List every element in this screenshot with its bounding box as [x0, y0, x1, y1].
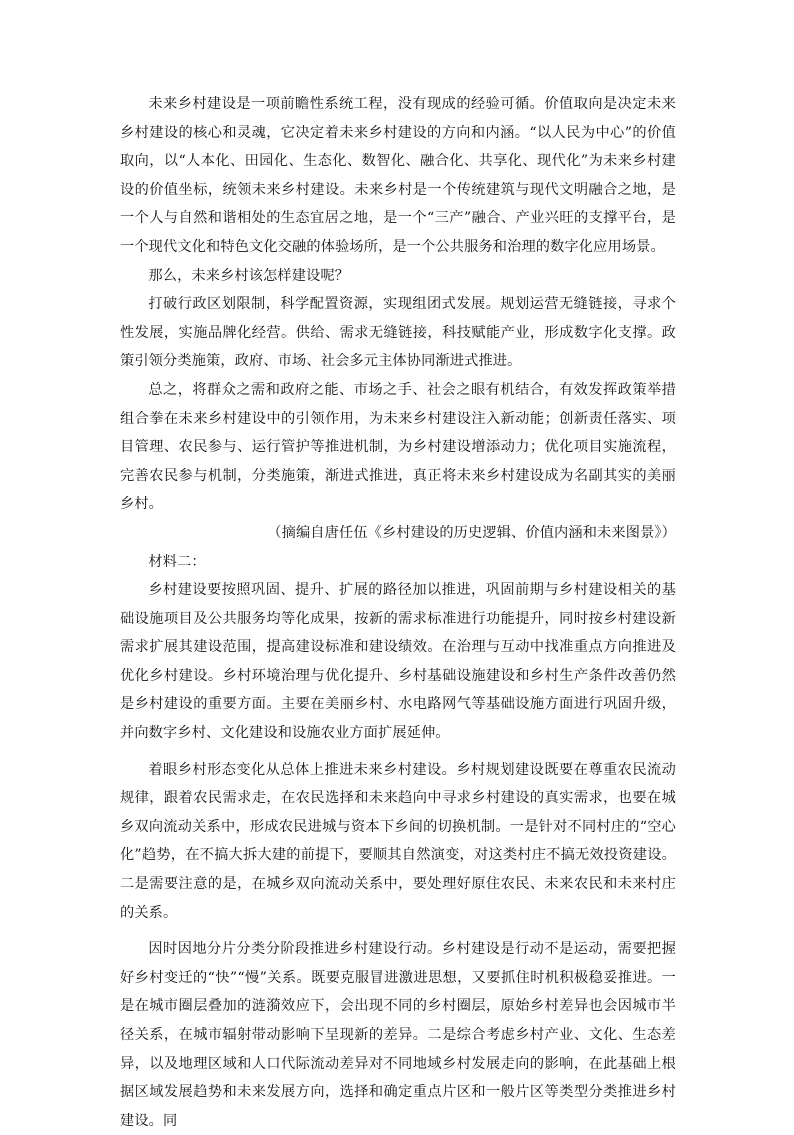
paragraph-form: 着眼乡村形态变化从总体上推进未来乡村建设。乡村规划建设既要在尊重农民流动规律，跟着农民需求走，在农民选择和未来趋向中寻求乡村建设的真实需求，也要在城乡双向流动关系中，形成农民进城与资本下乡间的切换机制。一是针对不同村庄的“空心化”趋势，在不搞大拆大建的前提下，要顺其自然演变，对这类村庄不搞无效投资建设。二是需要注意的是，在城乡双向流动关系中，要处理好原住农民、未来农民和未来村庄的关系。: [120, 761, 676, 921]
paragraph-phased: 因时因地分片分类分阶段推进乡村建设行动。乡村建设是行动不是运动，需要把握好乡村变迁的“快”“慢”关系。既要克服冒进激进思想，又要抓住时机积极稳妥推进。一是在城市圈层叠加的涟漪效应下，会出现不同的乡村圈层，原始乡村差异也会因城市半径关系，在城市辐射带动影响下呈现新的差异。二是综合考虑乡村产业、文化、生态差异，以及地理区域和人口代际流动差异对不同地域乡村发展走向的影响，在此基础上根据区域发展趋势和未来发展方向，选择和确定重点片区和一般片区等类型分类推进乡村建设。同: [120, 941, 676, 1129]
paragraph-values: 未来乡村建设是一项前瞻性系统工程，没有现成的经验可循。价值取向是决定未来乡村建设的核心和灵魂，它决定着未来乡村建设的方向和内涵。“以人民为中心”的价值取向，以“人本化、田园化、生态化、数智化、融合化、共享化、现代化”为未来乡村建设的价值坐标，统领未来乡村建设。未来乡村是一个传统建筑与现代文明融合之地，是一个人与自然和谐相处的生态宜居之地，是一个“三产”融合、产业兴旺的支撑平台，是一个现代文化和特色文化交融的体验场所，是一个公共服务和治理的数字化应用场景。: [120, 96, 676, 255]
source-citation: （摘编自唐任伍《乡村建设的历史逻辑、价值内涵和未来图景》）: [267, 524, 676, 541]
paragraph-approach: 打破行政区划限制，科学配置资源，实现组团式发展。规划运营无缝链接，寻求个性发展，实施品牌化经营。供给、需求无缝链接，科技赋能产业，形成数字化支撑。政策引领分类施策，政府、市场、社会多元主体协同渐进式推进。: [120, 296, 676, 370]
paragraph-question: 那么，未来乡村该怎样建设呢？: [148, 267, 350, 284]
material-two-label: 材料二：: [148, 553, 206, 570]
paragraph-path: 乡村建设要按照巩固、提升、扩展的路径加以推进，巩固前期与乡村建设相关的基础设施项目及公共服务均等化成果，按新的需求标准进行功能提升，同时按乡村建设新需求扩展其建设范围，提高建设标准和建设绩效。在治理与互动中找准重点方向推进及优化乡村建设。乡村环境治理与优化提升、乡村基础设施建设和乡村生产条件改善仍然是乡村建设的重要方面。主要在美丽乡村、水电路网气等基础设施方面进行巩固升级，并向数字乡村、文化建设和设施农业方面扩展延伸。: [120, 582, 676, 742]
paragraph-summary: 总之，将群众之需和政府之能、市场之手、社会之眼有机结合，有效发挥政策举措组合拳在未来乡村建设中的引领作用，为未来乡村建设注入新动能；创新责任落实、项目管理、农民参与、运行管护等推进机制，为乡村建设增添动力；优化项目实施流程，完善农民参与机制，分类施策，渐进式推进，真正将未来乡村建设成为名副其实的美丽乡村。: [120, 381, 676, 513]
